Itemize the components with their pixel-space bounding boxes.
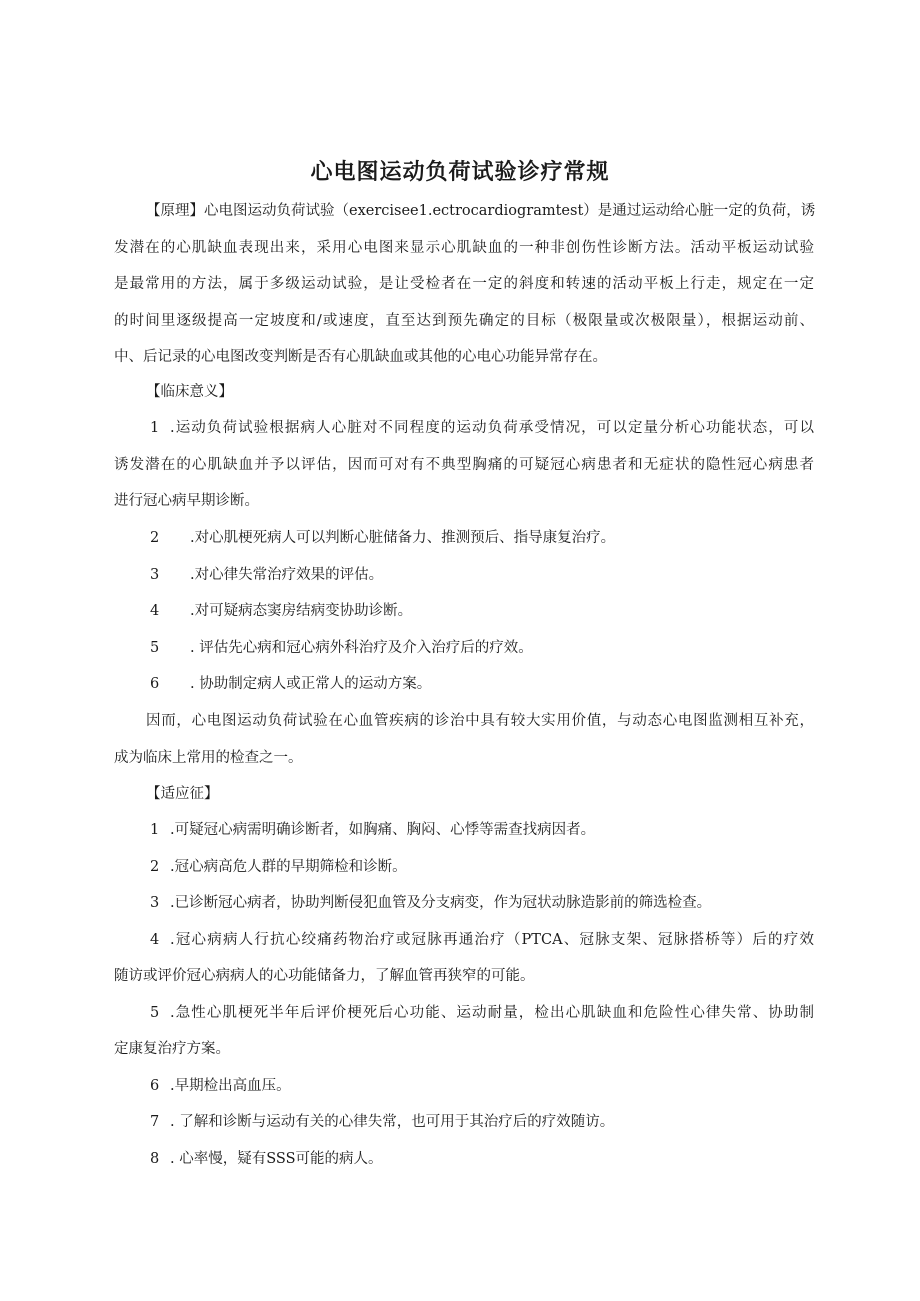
list-item (114, 593, 814, 630)
list-item (114, 1141, 814, 1178)
item-text: .对心律失常治疗效果的评估。 (190, 566, 384, 583)
list-item-continuation: 定康复治疗方案。 (114, 1041, 230, 1057)
list-item (114, 1104, 814, 1141)
list-item (114, 885, 814, 922)
summary-paragraph (114, 703, 814, 776)
list-item (114, 995, 814, 1032)
item-text: . 评估先心病和冠心病外科治疗及介入治疗后的疗效。 (190, 639, 533, 656)
item-number: 1 (150, 420, 160, 436)
item-number: 2 (150, 858, 160, 875)
item-text: .对心肌梗死病人可以判断心脏储备力、推测预后、指导康复治疗。 (190, 530, 616, 546)
indications-heading: 【适应征】 (146, 786, 219, 802)
item-number: 1 (150, 822, 160, 838)
summary-line: 因而，心电图运动负荷试验在心血管疾病的诊治中具有较大实用价值，与动态心电图监测相互补充， (146, 713, 814, 729)
principle-line: 的时间里逐级提高一定坡度和/或速度，直至达到预先确定的目标（极限量或次极限量），根据运动前、 (114, 312, 814, 329)
item-text: .早期检出高血压。 (170, 1077, 291, 1094)
item-number: 6 (150, 676, 160, 692)
item-number: 7 (150, 1114, 160, 1130)
list-item (114, 849, 814, 886)
list-item (114, 520, 814, 557)
list-item (114, 630, 814, 667)
clinical-heading-block (114, 374, 814, 411)
principle-line: 是最常用的方法，属于多级运动试验，是让受检者在一定的斜度和转速的活动平板上行走，规定在一定 (114, 276, 814, 292)
list-item (114, 922, 814, 959)
list-item (114, 1068, 814, 1105)
item-text: . 协助制定病人或正常人的运动方案。 (190, 676, 432, 692)
summary-line: 成为临床上常用的检查之一。 (114, 749, 303, 766)
item-text: 进行冠心病早期诊断。 (114, 493, 259, 509)
item-number: 4 (150, 931, 160, 948)
list-item-continuation: 随访或评价冠心病病人的心功能储备力，了解血管再狭窄的可能。 (114, 968, 535, 984)
item-text: .可疑冠心病需明确诊断者，如胸痛、胸闷、心悸等需查找病因者。 (170, 822, 596, 838)
indications-list (114, 812, 814, 1177)
clinical-heading: 【临床意义】 (146, 384, 233, 400)
list-item (114, 557, 814, 594)
principle-line: 【原理】心电图运动负荷试验（exercisee1.ectrocardiogramtest）是通过运动给心脏一定的负荷，诱 (146, 203, 816, 219)
item-number: 3 (150, 566, 160, 583)
item-text: .冠心病病人行抗心绞痛药物治疗或冠脉再通治疗（PTCA、冠脉支架、冠脉搭桥等）后的疗效 (170, 931, 814, 948)
clinical-item-1 (114, 410, 814, 520)
list-item (114, 812, 814, 849)
principle-line: 中、后记录的心电图改变判断是否有心肌缺血或其他的心电心功能异常存在。 (114, 349, 607, 365)
item-text: .运动负荷试验根据病人心脏对不同程度的运动负荷承受情况，可以定量分析心功能状态，可以 (170, 420, 814, 436)
item-number: 8 (150, 1150, 160, 1167)
list-item (114, 666, 814, 703)
item-number: 3 (150, 895, 160, 911)
clinical-list (114, 520, 814, 703)
item-text: . 心率慢，疑有SSS可能的病人。 (170, 1150, 383, 1167)
item-number: 6 (150, 1077, 160, 1094)
item-text: . 了解和诊断与运动有关的心律失常，也可用于其治疗后的疗效随访。 (170, 1114, 615, 1130)
item-number: 5 (150, 1004, 160, 1021)
item-text: .对可疑病态窦房结病变协助诊断。 (190, 603, 413, 619)
item-text: .急性心肌梗死半年后评价梗死后心功能、运动耐量，检出心肌缺血和危险性心律失常、协助制 (170, 1004, 814, 1021)
item-number: 2 (150, 530, 160, 546)
item-number: 4 (150, 603, 160, 619)
item-text: .冠心病高危人群的早期筛检和诊断。 (170, 858, 407, 875)
item-text: 诱发潜在的心肌缺血并予以评估，因而可对有不典型胸痛的可疑冠心病患者和无症状的隐性冠心病患者 (114, 456, 814, 473)
principle-paragraph (114, 193, 814, 376)
item-number: 5 (150, 639, 160, 656)
indications-heading-block (114, 776, 814, 813)
document-title: 心电图运动负荷试验诊疗常规 (310, 160, 610, 185)
principle-line: 发潜在的心肌缺血表现出来，采用心电图来显示心肌缺血的一种非创伤性诊断方法。活动平板运动试验 (114, 239, 814, 256)
item-text: .已诊断冠心病者，协助判断侵犯血管及分支病变，作为冠状动脉造影前的筛选检查。 (170, 895, 712, 911)
